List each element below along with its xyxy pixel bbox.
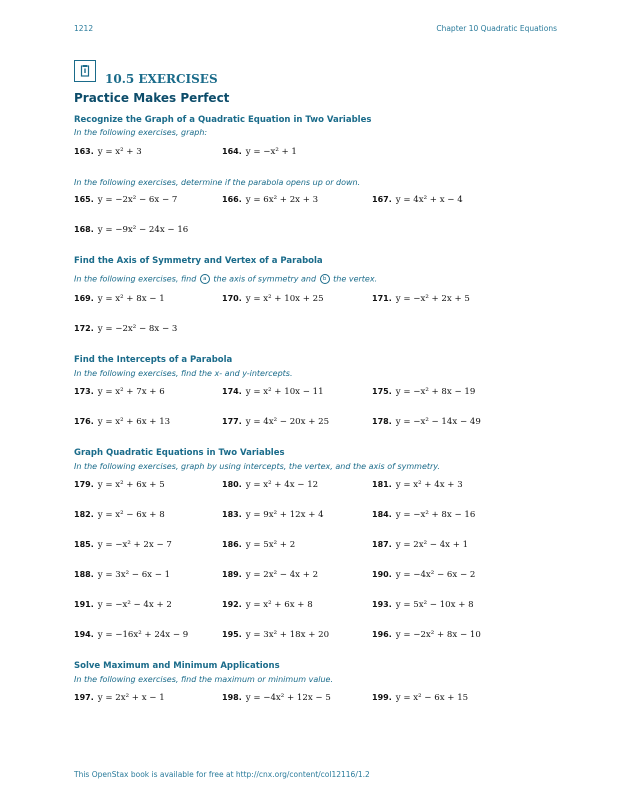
clipboard-icon — [74, 60, 96, 82]
page-number: 1212 — [74, 24, 94, 33]
exercise-180: 180. y = x² + 4x − 12 — [222, 480, 319, 490]
exercise-190: 190. y = −4x² − 6x − 2 — [372, 570, 476, 580]
section-heading: Find the Intercepts of a Parabola — [74, 355, 233, 365]
exercise-187: 187. y = 2x² − 4x + 1 — [372, 540, 469, 550]
exercise-195: 195. y = 3x² + 18x + 20 — [222, 630, 330, 640]
exercise-191: 191. y = −x² − 4x + 2 — [74, 600, 172, 610]
section-heading: Find the Axis of Symmetry and Vertex of a Parabola — [74, 256, 323, 266]
exercise-194: 194. y = −16x² + 24x − 9 — [74, 630, 189, 640]
footer-link[interactable]: This OpenStax book is available for free at http://cnx.org/content/col12116/1.2 — [74, 770, 370, 779]
exercise-181: 181. y = x² + 4x + 3 — [372, 480, 463, 490]
section-heading: Graph Quadratic Equations in Two Variables — [74, 448, 285, 458]
exercise-182: 182. y = x² − 6x + 8 — [74, 510, 165, 520]
exercise-176: 176. y = x² + 6x + 13 — [74, 417, 171, 427]
exercise-171: 171. y = −x² + 2x + 5 — [372, 294, 470, 304]
section-title: 10.5 EXERCISES — [105, 72, 218, 86]
exercise-198: 198. y = −4x² + 12x − 5 — [222, 693, 331, 703]
exercise-175: 175. y = −x² + 8x − 19 — [372, 387, 476, 397]
exercise-189: 189. y = 2x² − 4x + 2 — [222, 570, 319, 580]
exercise-179: 179. y = x² + 6x + 5 — [74, 480, 165, 490]
section-heading: Solve Maximum and Minimum Applications — [74, 661, 280, 671]
circled-b: b — [320, 274, 330, 284]
exercise-172: 172. y = −2x² − 8x − 3 — [74, 324, 178, 334]
exercise-188: 188. y = 3x² − 6x − 1 — [74, 570, 171, 580]
exercise-177: 177. y = 4x² − 20x + 25 — [222, 417, 330, 427]
exercise-199: 199. y = x² − 6x + 15 — [372, 693, 469, 703]
instructions: In the following exercises, find the x- and y-intercepts. — [74, 369, 293, 378]
circled-a: a — [200, 274, 210, 284]
exercise-173: 173. y = x² + 7x + 6 — [74, 387, 165, 397]
exercise-163: 163. y = x² + 3 — [74, 147, 142, 157]
exercise-164: 164. y = −x² + 1 — [222, 147, 297, 157]
chapter-title: Chapter 10 Quadratic Equations — [436, 24, 557, 33]
exercise-168: 168. y = −9x² − 24x − 16 — [74, 225, 189, 235]
exercise-178: 178. y = −x² − 14x − 49 — [372, 417, 481, 427]
section-heading: Recognize the Graph of a Quadratic Equation in Two Variables — [74, 115, 372, 125]
exercise-174: 174. y = x² + 10x − 11 — [222, 387, 324, 397]
exercise-167: 167. y = 4x² + x − 4 — [372, 195, 463, 205]
instructions: In the following exercises, graph by using intercepts, the vertex, and the axis of symmetry. — [74, 462, 440, 471]
exercise-184: 184. y = −x² + 8x − 16 — [372, 510, 476, 520]
exercise-185: 185. y = −x² + 2x − 7 — [74, 540, 172, 550]
exercise-197: 197. y = 2x² + x − 1 — [74, 693, 165, 703]
instructions: In the following exercises, find a the axis of symmetry and b the vertex. — [74, 274, 378, 284]
exercise-170: 170. y = x² + 10x + 25 — [222, 294, 324, 304]
exercise-186: 186. y = 5x² + 2 — [222, 540, 296, 550]
exercise-196: 196. y = −2x² + 8x − 10 — [372, 630, 481, 640]
instructions: In the following exercises, graph: — [74, 128, 208, 137]
subtitle: Practice Makes Perfect — [74, 91, 230, 105]
exercise-192: 192. y = x² + 6x + 8 — [222, 600, 313, 610]
exercise-193: 193. y = 5x² − 10x + 8 — [372, 600, 474, 610]
instructions: In the following exercises, find the maximum or minimum value. — [74, 675, 333, 684]
exercise-166: 166. y = 6x² + 2x + 3 — [222, 195, 319, 205]
exercise-169: 169. y = x² + 8x − 1 — [74, 294, 165, 304]
instructions: In the following exercises, determine if the parabola opens up or down. — [74, 178, 361, 187]
exercise-183: 183. y = 9x² + 12x + 4 — [222, 510, 324, 520]
exercise-165: 165. y = −2x² − 6x − 7 — [74, 195, 178, 205]
